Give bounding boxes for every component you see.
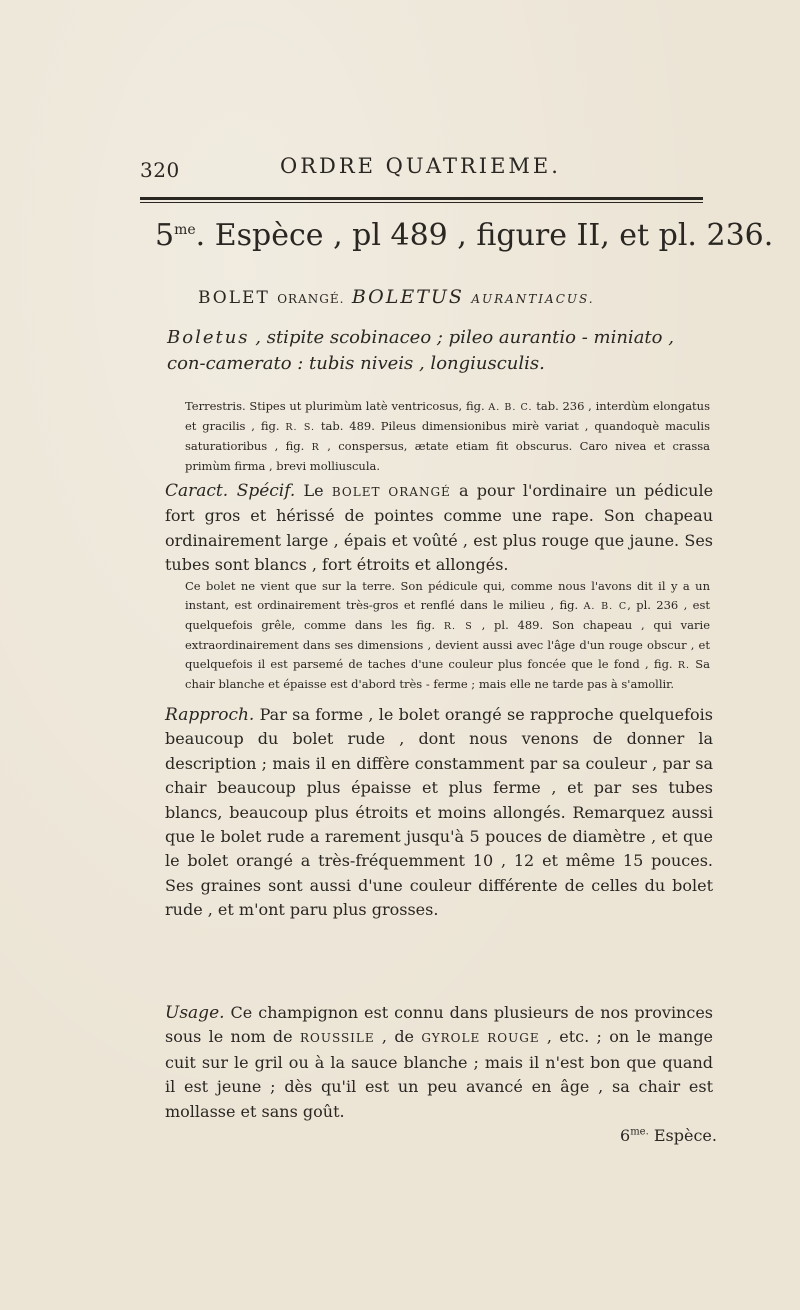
note-text: Sa chair blanche et épaisse est d'abord très - ferme ; mais elle ne tarde pas à s'amollir. xyxy=(185,657,711,691)
rapproch-paragraph xyxy=(165,703,713,923)
header-rule xyxy=(140,197,703,203)
rule-thick xyxy=(140,197,703,200)
diagnosis-text: , stipite scobinaceo ; pileo aurantio - miniato , con-camerato : tubis niveis , longiusculis. xyxy=(167,327,674,374)
species-ordinal-suffix: me xyxy=(174,222,196,238)
caract-paragraph xyxy=(165,479,713,578)
catchword xyxy=(620,1126,717,1145)
caract-label: Caract. Spécif. xyxy=(165,481,296,501)
usage-text: Ce champignon est connu dans plusieurs de nos provinces sous le nom de xyxy=(165,1003,713,1047)
latin-desc-part: , conspersus, ætate etiam fit obscurus. Caro nivea et crassa primùm firma , brevi molliuscula. xyxy=(185,439,710,473)
figure-ref: A. B. C xyxy=(583,601,628,612)
latin-desc-part: tab. 236 , interdùm elongatus et gracilis , fig. xyxy=(185,399,710,433)
page-number: 320 xyxy=(140,158,180,182)
note-paragraph xyxy=(185,577,710,694)
caract-text: a pour l'ordinaire un pédicule fort gros et hérissé de pointes comme une rape. Son chapeau ordinairement large , épais et voûté , est plus rouge que jaune. Ses tubes sont blancs , fort étroits et allongés. xyxy=(165,481,714,575)
note-text: Ce bolet ne vient que sur la terre. Son pédicule qui, comme nous l'avons dit il y a un instant, est ordinairement très-gros et renflé dans le milieu , fig. xyxy=(185,579,710,612)
species-ordinal: 5 xyxy=(155,218,175,253)
caract-text: Le xyxy=(295,481,332,500)
usage-name: ROUSSILE xyxy=(299,1031,375,1046)
note-text: , pl. 489. Son chapeau , qui varie extraordinairement dans ses dimensions , devient aussi avec l'âge d'un rouge obscur , et quelquefois il est parsemé de taches d'une couleur plus foncée que le fond , fig. xyxy=(185,618,711,671)
rapproch-label: Rapproch. xyxy=(165,705,255,725)
latin-desc-part: Terrestris. Stipes ut plurimùm latè ventricosus, fig. xyxy=(185,399,489,413)
usage-text: , etc. ; on le mange cuit sur le gril ou à la sauce blanche ; mais il n'est bon que quand il est jeune ; dès qu'il est un peu avancé en âge , sa chair est mollasse et sans goût. xyxy=(165,1027,714,1121)
note-text: , pl. 236 , est quelquefois grêle, comme dans les fig. xyxy=(185,598,710,632)
figure-ref: R xyxy=(311,442,320,453)
rapproch-text: Par sa forme , le bolet orangé se rapproche quelquefois beaucoup du bolet rude , dont nous venons de donner la description ; mais il en diffère constamment par sa couleur , par sa chair beaucoup plus épaisse et plus ferme , et par ses tubes blancs, beaucoup plus étroits et moins allongés. Remarquez aussi que le bolet rude a rarement jusqu'à 5 pouces de diamètre , et que le bolet orangé a très-fréquemment 10 , 12 et même 15 pouces. Ses graines sont aussi d'une couleur différente de celles du bolet rude , et m'ont paru plus grosses. xyxy=(165,705,713,920)
genus-line xyxy=(198,286,718,308)
figure-ref: A. B. C. xyxy=(488,402,533,413)
caract-name: BOLET ORANGÉ xyxy=(331,485,451,499)
species-heading-text: . Espèce , pl 489 , figure II, et pl. 236. xyxy=(195,218,774,253)
running-header xyxy=(140,154,700,188)
latin-diagnosis xyxy=(167,325,715,377)
catchword-suffix: me. xyxy=(630,1126,649,1138)
common-epithet: ORANGÉ. xyxy=(277,292,345,306)
catchword-text: Espèce. xyxy=(648,1126,717,1145)
latin-desc-part: tab. 489. Pileus dimensionibus mirè variat , quandoquè maculis saturatioribus , fig. xyxy=(185,419,710,453)
common-name: BOLET xyxy=(198,288,270,308)
latin-genus: BOLETUS xyxy=(351,286,464,308)
rule-thin xyxy=(140,202,703,203)
figure-ref: R. xyxy=(677,660,691,671)
usage-name: GYROLE ROUGE xyxy=(421,1031,540,1046)
figure-ref: R. S. xyxy=(285,422,316,433)
usage-label: Usage. xyxy=(165,1003,225,1023)
usage-paragraph xyxy=(165,1001,713,1124)
usage-text: , de xyxy=(374,1027,422,1047)
latin-epithet: AURANTIACUS. xyxy=(471,292,595,306)
latin-description xyxy=(185,397,710,476)
running-title: ORDRE QUATRIEME. xyxy=(280,154,561,178)
diagnosis-name: Boletus xyxy=(167,327,250,348)
figure-ref: R. S xyxy=(443,621,473,632)
species-heading xyxy=(155,218,774,253)
catchword-ordinal: 6 xyxy=(620,1126,631,1145)
